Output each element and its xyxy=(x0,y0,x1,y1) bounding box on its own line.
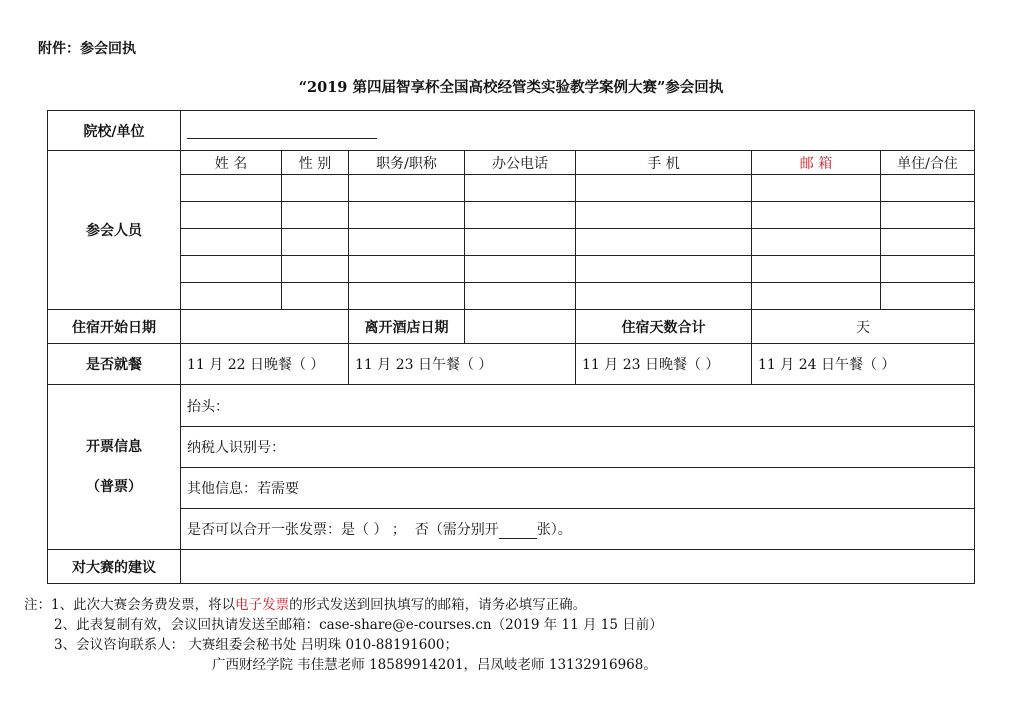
cell-mobile[interactable] xyxy=(576,175,752,202)
cell-room-type[interactable] xyxy=(881,229,975,256)
cell-gender[interactable] xyxy=(282,256,349,283)
cell-room-type[interactable] xyxy=(881,202,975,229)
school-label: 院校/单位 xyxy=(48,111,181,151)
checkin-field[interactable] xyxy=(181,310,349,344)
cell-name[interactable] xyxy=(181,229,282,256)
attendee-row xyxy=(48,283,975,310)
invoice-taxid-field[interactable]: 纳税人识别号： xyxy=(181,427,975,468)
cell-mobile[interactable] xyxy=(576,229,752,256)
notes xyxy=(24,595,663,675)
col-room-type: 单住/合住 xyxy=(881,151,975,175)
note-1-text-a: 注：1、此次大赛会务费发票，将以 xyxy=(24,597,236,613)
checkin-label: 住宿开始日期 xyxy=(48,310,181,344)
col-title: 职务/职称 xyxy=(349,151,465,175)
cell-title[interactable] xyxy=(349,202,465,229)
meal-option[interactable]: 11 月 23 日晚餐（ ） xyxy=(576,344,752,385)
note-1-highlight: 电子发票 xyxy=(235,597,290,613)
cell-name[interactable] xyxy=(181,202,282,229)
invoice-title-field[interactable]: 抬头： xyxy=(181,385,975,427)
attachment-label: 附件：参会回执 xyxy=(38,41,136,57)
cell-email[interactable] xyxy=(752,175,881,202)
cell-office-phone[interactable] xyxy=(465,175,576,202)
registration-form xyxy=(47,110,975,584)
cell-room-type[interactable] xyxy=(881,256,975,283)
note-1-text-b: 的形式发送到回执填写的邮箱，请务必填写正确。 xyxy=(289,597,587,613)
col-office-phone: 办公电话 xyxy=(465,151,576,175)
document-title: “2019 第四届智享杯全国高校经管类实验教学案例大赛”参会回执 xyxy=(298,79,724,96)
invoice-merge-field[interactable] xyxy=(181,509,975,550)
cell-mobile[interactable] xyxy=(576,283,752,310)
cell-mobile[interactable] xyxy=(576,256,752,283)
school-field[interactable] xyxy=(181,111,975,151)
checkout-field[interactable] xyxy=(465,310,576,344)
col-gender: 性 别 xyxy=(282,151,349,175)
col-email: 邮 箱 xyxy=(752,151,881,175)
cell-office-phone[interactable] xyxy=(465,229,576,256)
cell-office-phone[interactable] xyxy=(465,256,576,283)
cell-title[interactable] xyxy=(349,283,465,310)
note-2: 2、此表复制有效，会议回执请发送至邮箱：case-share@e-courses.cn（2019 年 11 月 15 日前） xyxy=(54,617,663,633)
cell-gender[interactable] xyxy=(282,202,349,229)
cell-room-type[interactable] xyxy=(881,283,975,310)
cell-title[interactable] xyxy=(349,256,465,283)
cell-office-phone[interactable] xyxy=(465,283,576,310)
invoice-count-blank[interactable] xyxy=(499,524,537,539)
attendees-label: 参会人员 xyxy=(48,151,181,310)
cell-office-phone[interactable] xyxy=(465,202,576,229)
attendee-row xyxy=(48,202,975,229)
invoice-merge-unit: 张）。 xyxy=(536,522,572,538)
note-4: 广西财经学院 韦佳慧老师 18589914201，吕凤岐老师 13132916968。 xyxy=(212,657,657,673)
cell-gender[interactable] xyxy=(282,229,349,256)
attendee-row xyxy=(48,229,975,256)
cell-email[interactable] xyxy=(752,202,881,229)
cell-name[interactable] xyxy=(181,175,282,202)
checkout-label: 离开酒店日期 xyxy=(349,310,465,344)
cell-room-type[interactable] xyxy=(881,175,975,202)
school-underline xyxy=(187,124,377,139)
cell-gender[interactable] xyxy=(282,283,349,310)
cell-gender[interactable] xyxy=(282,175,349,202)
note-1 xyxy=(24,595,663,615)
suggestion-field[interactable] xyxy=(181,550,975,584)
cell-name[interactable] xyxy=(181,256,282,283)
invoice-label: 开票信息 xyxy=(86,439,142,455)
nights-label: 住宿天数合计 xyxy=(576,310,752,344)
col-mobile: 手 机 xyxy=(576,151,752,175)
attendee-row xyxy=(48,175,975,202)
invoice-other-field[interactable]: 其他信息：若需要 xyxy=(181,468,975,509)
cell-email[interactable] xyxy=(752,283,881,310)
note-3: 3、会议咨询联系人： 大赛组委会秘书处 吕明珠 010-88191600； xyxy=(54,637,459,653)
invoice-sub-label: （普票） xyxy=(86,479,142,495)
cell-mobile[interactable] xyxy=(576,202,752,229)
cell-title[interactable] xyxy=(349,175,465,202)
col-name: 姓 名 xyxy=(181,151,282,175)
nights-field[interactable]: 天 xyxy=(752,310,975,344)
invoice-merge-question: 是否可以合开一张发票：是（ ） ； 否（需分别开 xyxy=(187,522,499,538)
suggestion-label: 对大赛的建议 xyxy=(48,550,181,584)
cell-email[interactable] xyxy=(752,229,881,256)
meal-option[interactable]: 11 月 22 日晚餐（ ） xyxy=(181,344,349,385)
meal-label: 是否就餐 xyxy=(48,344,181,385)
meal-option[interactable]: 11 月 23 日午餐（ ） xyxy=(349,344,576,385)
meal-option[interactable]: 11 月 24 日午餐（ ） xyxy=(752,344,975,385)
cell-title[interactable] xyxy=(349,229,465,256)
invoice-label-cell xyxy=(48,385,181,550)
cell-email[interactable] xyxy=(752,256,881,283)
attendee-row xyxy=(48,256,975,283)
cell-name[interactable] xyxy=(181,283,282,310)
